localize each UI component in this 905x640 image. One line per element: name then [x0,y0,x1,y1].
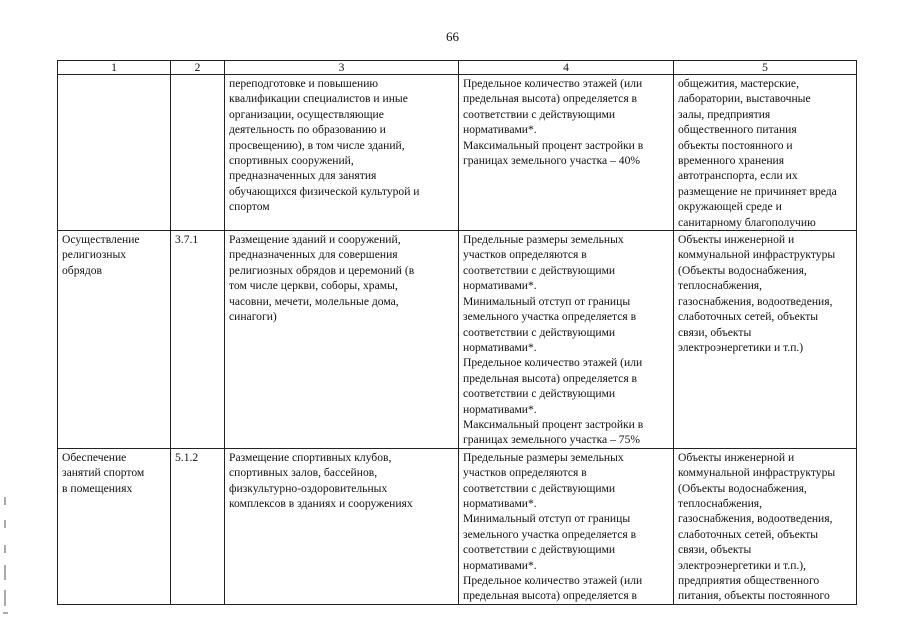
use-type-name-cell [58,448,171,604]
cell-text-line: 5.1.2 [175,450,199,464]
cell-text-line: газоснабжения, водоотведения, [678,512,833,526]
cell-text-line: соответствии с действующими [463,543,616,557]
cell-text-line: коммунальной инфраструктуры [678,466,836,480]
cell-text-line: (Объекты водоснабжения, [678,481,807,495]
cell-text-line: объекты постоянного и [678,138,793,152]
cell-text-line: соответствии с действующими [463,263,616,277]
cell-text-line: нормативами*. [463,558,537,572]
land-use-regulations-table [57,60,857,605]
cell-text-line: часовни, мечети, молельные дома, [229,294,399,308]
cell-text-line: санитарному благополучию [678,215,816,229]
cell-text-line: предельная высота) определяется в [463,371,638,385]
cell-text-line: связи, объекты [678,325,752,339]
use-type-name-cell [58,231,171,449]
cell-text-line: земельного участка определяется в [463,310,637,324]
use-code-cell [171,231,225,449]
cell-text-line: слаботочных сетей, объекты [678,527,819,541]
cell-text-line: земельного участка определяется в [463,527,637,541]
cell-text-line: Предельное количество этажей (или [463,356,643,370]
cell-text-line: Минимальный отступ от границы [463,512,631,526]
cell-text-line: Максимальный процент застройки в [463,138,644,152]
page-number: 66 [446,29,459,44]
cell-text-line: нормативами*. [463,402,537,416]
cell-text-line: границах земельного участка – 40% [463,154,641,168]
cell-text-line: общежития, мастерские, [678,77,799,90]
cell-text-line: предельная высота) определяется в [463,589,638,603]
cell-text-line: деятельность по образованию и [229,123,386,137]
cell-text-line: Максимальный процент застройки в [463,417,644,431]
auxiliary-uses-cell [674,75,857,231]
cell-text-line: физкультурно-оздоровительных [229,481,388,495]
use-description-cell [225,231,459,449]
cell-text-line: газоснабжения, водоотведения, [678,294,833,308]
cell-text-line: границах земельного участка – 75% [463,433,641,447]
cell-text-line: предельная высота) определяется в [463,92,638,106]
column-header: 1 [58,61,171,75]
table-row [58,75,857,231]
cell-text-line: религиозных обрядов и церемоний (в [229,263,415,277]
column-header: 4 [459,61,674,75]
cell-text-line: Объекты инженерной и [678,233,795,247]
cell-text-line: обрядов [62,263,102,277]
cell-text-line: обучающихся физической культурой и [229,184,420,198]
cell-text-line: просвещению), в том числе зданий, [229,138,405,152]
use-description-cell [225,75,459,231]
table-row [58,448,857,604]
use-code-cell [171,75,225,231]
cell-text-line: занятий спортом [62,466,145,480]
cell-text-line: питания, объекты постоянного [678,589,830,603]
cell-text-line: религиозных [62,248,127,262]
cell-text-line: слаботочных сетей, объекты [678,310,819,324]
use-description-cell [225,448,459,604]
cell-text-line: (Объекты водоснабжения, [678,263,807,277]
cell-text-line: предназначенных для занятия [229,169,377,183]
table-row [58,231,857,449]
cell-text-line: переподготовке и повышению [229,77,379,90]
cell-text-line: лаборатории, выставочные [678,92,811,106]
cell-text-line: электроэнергетики и т.п.) [678,340,804,354]
cell-text-line: том числе церкви, соборы, храмы, [229,279,398,293]
cell-text-line: соответствии с действующими [463,481,616,495]
cell-text-line: Размещение спортивных клубов, [229,450,392,464]
cell-text-line: нормативами*. [463,279,537,293]
cell-text-line: автотранспорта, если их [678,169,798,183]
cell-text-line: нормативами*. [463,340,537,354]
cell-text-line: соответствии с действующими [463,325,616,339]
cell-text-line: залы, предприятия [678,107,771,121]
cell-text-line: общественного питания [678,123,797,137]
cell-text-line: временного хранения [678,154,785,168]
cell-text-line: Предельное количество этажей (или [463,574,643,587]
cell-text-line: коммунальной инфраструктуры [678,248,836,262]
cell-text-line: Предельные размеры земельных [463,233,624,247]
parameters-cell [459,448,674,604]
cell-text-line: предприятия общественного [678,574,820,587]
cell-text-line: Объекты инженерной и [678,450,795,464]
use-type-name-cell [58,75,171,231]
cell-text-line: спортом [229,200,270,214]
cell-text-line: организации, осуществляющие [229,107,384,121]
auxiliary-uses-cell [674,231,857,449]
parameters-cell [459,231,674,449]
column-header: 5 [674,61,857,75]
cell-text-line: электроэнергетики и т.п.), [678,558,807,572]
cell-text-line: Размещение зданий и сооружений, [229,233,401,247]
cell-text-line: связи, объекты [678,543,752,557]
cell-text-line: Минимальный отступ от границы [463,294,631,308]
cell-text-line: теплоснабжения, [678,496,763,510]
cell-text-line: теплоснабжения, [678,279,763,293]
auxiliary-uses-cell [674,448,857,604]
cell-text-line: нормативами*. [463,496,537,510]
binding-margin-marks [0,0,30,640]
cell-text-line: спортивных залов, бассейнов, [229,466,378,480]
column-header: 2 [171,61,225,75]
cell-text-line: в помещениях [62,481,133,495]
cell-text-line: комплексов в зданиях и сооружениях [229,496,413,510]
cell-text-line: Обеспечение [62,450,127,464]
parameters-cell [459,75,674,231]
cell-text-line: предназначенных для совершения [229,248,398,262]
use-code-cell [171,448,225,604]
cell-text-line: размещение не причиняет вреда [678,184,837,198]
cell-text-line: спортивных сооружений, [229,154,354,168]
cell-text-line: 3.7.1 [175,233,199,247]
cell-text-line: Предельное количество этажей (или [463,77,643,90]
cell-text-line: окружающей среде и [678,200,782,214]
cell-text-line: соответствии с действующими [463,387,616,401]
cell-text-line: нормативами*. [463,123,537,137]
cell-text-line: соответствии с действующими [463,107,616,121]
table-header-row [58,61,857,75]
cell-text-line: синагоги) [229,310,277,324]
cell-text-line: Предельные размеры земельных [463,450,624,464]
column-header: 3 [225,61,459,75]
cell-text-line: квалификации специалистов и иные [229,92,408,106]
cell-text-line: Осуществление [62,233,140,247]
cell-text-line: участков определяются в [463,466,587,480]
cell-text-line: участков определяются в [463,248,587,262]
